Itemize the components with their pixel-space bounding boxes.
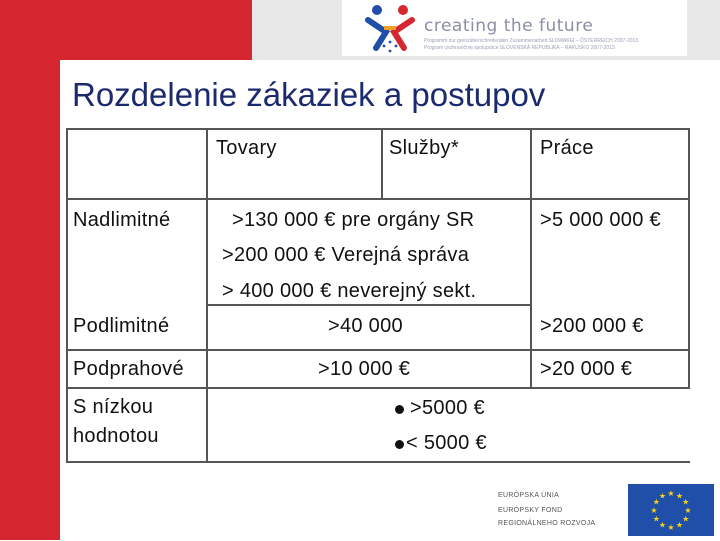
bullet-icon [395,405,404,414]
eu-star-icon: ★ [667,489,675,498]
eu-star-icon: ★ [652,514,660,524]
table-col-divider-1 [206,128,208,463]
nizka-bullet-2: < 5000 € [406,432,487,454]
table-border-right [688,128,690,389]
eu-star-icon: ★ [658,520,667,530]
col-header-sluzby: Služby* [389,137,459,159]
eu-star-icon: ★ [675,520,684,530]
logo-line-1: Programm zur grenzüberschreitenden Zusammenarbeit SLOWAKEI – ÖSTERREICH 2007-2013 [424,38,639,44]
table-col-divider-2 [381,128,383,200]
podlimitne-prace: >200 000 € [540,315,644,337]
row-label-podlimitne: Podlimitné [73,315,170,337]
table-rule-nadlimitne [206,304,530,306]
row-label-nadlimitne: Nadlimitné [73,209,171,231]
eu-star-icon: ★ [682,514,690,524]
eu-star-icon: ★ [684,506,692,515]
eu-stars-icon [628,484,714,536]
eu-text-2: EURÓPSKY FOND [498,507,563,514]
table-rule-header [66,198,690,200]
nadlimitne-threshold-1: >130 000 € pre orgány SR [232,209,475,231]
eu-star-icon: ★ [658,491,667,501]
eu-flag-icon [628,484,714,536]
nadlimitne-prace: >5 000 000 € [540,209,661,231]
eu-star-icon: ★ [652,497,660,507]
table-rule-podlimitne [66,349,690,351]
row-label-nizka-1: S nízkou [73,396,154,418]
eu-star-icon: ★ [682,497,690,507]
logo-title: creating the future [424,16,594,36]
col-header-tovary: Tovary [216,137,277,159]
podprahove-tovary-sluzby: >10 000 € [318,358,411,380]
eu-text-3: REGIONÁLNEHO ROZVOJA [498,520,596,527]
nadlimitne-threshold-3: > 400 000 € neverejný sekt. [222,280,477,302]
red-frame-left [0,0,60,540]
nadlimitne-threshold-2: >200 000 € Verejná správa [222,244,470,266]
nizka-bullet-1: >5000 € [410,397,485,419]
row-label-podprahove: Podprahové [73,358,184,380]
eu-star-icon: ★ [667,523,675,532]
logo-line-2: Program cezhraničnej spolupráce SLOVENSKÁ REPUBLIKA – RAKÚSKO 2007-2013 [424,45,615,51]
eu-star-icon: ★ [675,491,684,501]
program-logo [342,0,687,56]
bullet-icon [395,440,404,449]
podlimitne-tovary-sluzby: >40 000 [328,315,403,337]
row-label-nizka-2: hodnotou [73,425,159,447]
table-col-divider-3 [530,128,532,389]
table-border-left [66,128,68,463]
slide-title: Rozdelenie zákaziek a postupov [72,76,546,113]
table-border-top [66,128,690,130]
eu-text-1: EURÓPSKA ÚNIA [498,492,560,499]
table-rule-podprahove [66,387,690,389]
people-logo-icon [364,2,420,54]
eu-star-icon: ★ [650,506,658,515]
podprahove-prace: >20 000 € [540,358,633,380]
col-header-prace: Práce [540,137,594,159]
red-frame-top [0,0,252,60]
table-border-bottom [66,461,690,463]
